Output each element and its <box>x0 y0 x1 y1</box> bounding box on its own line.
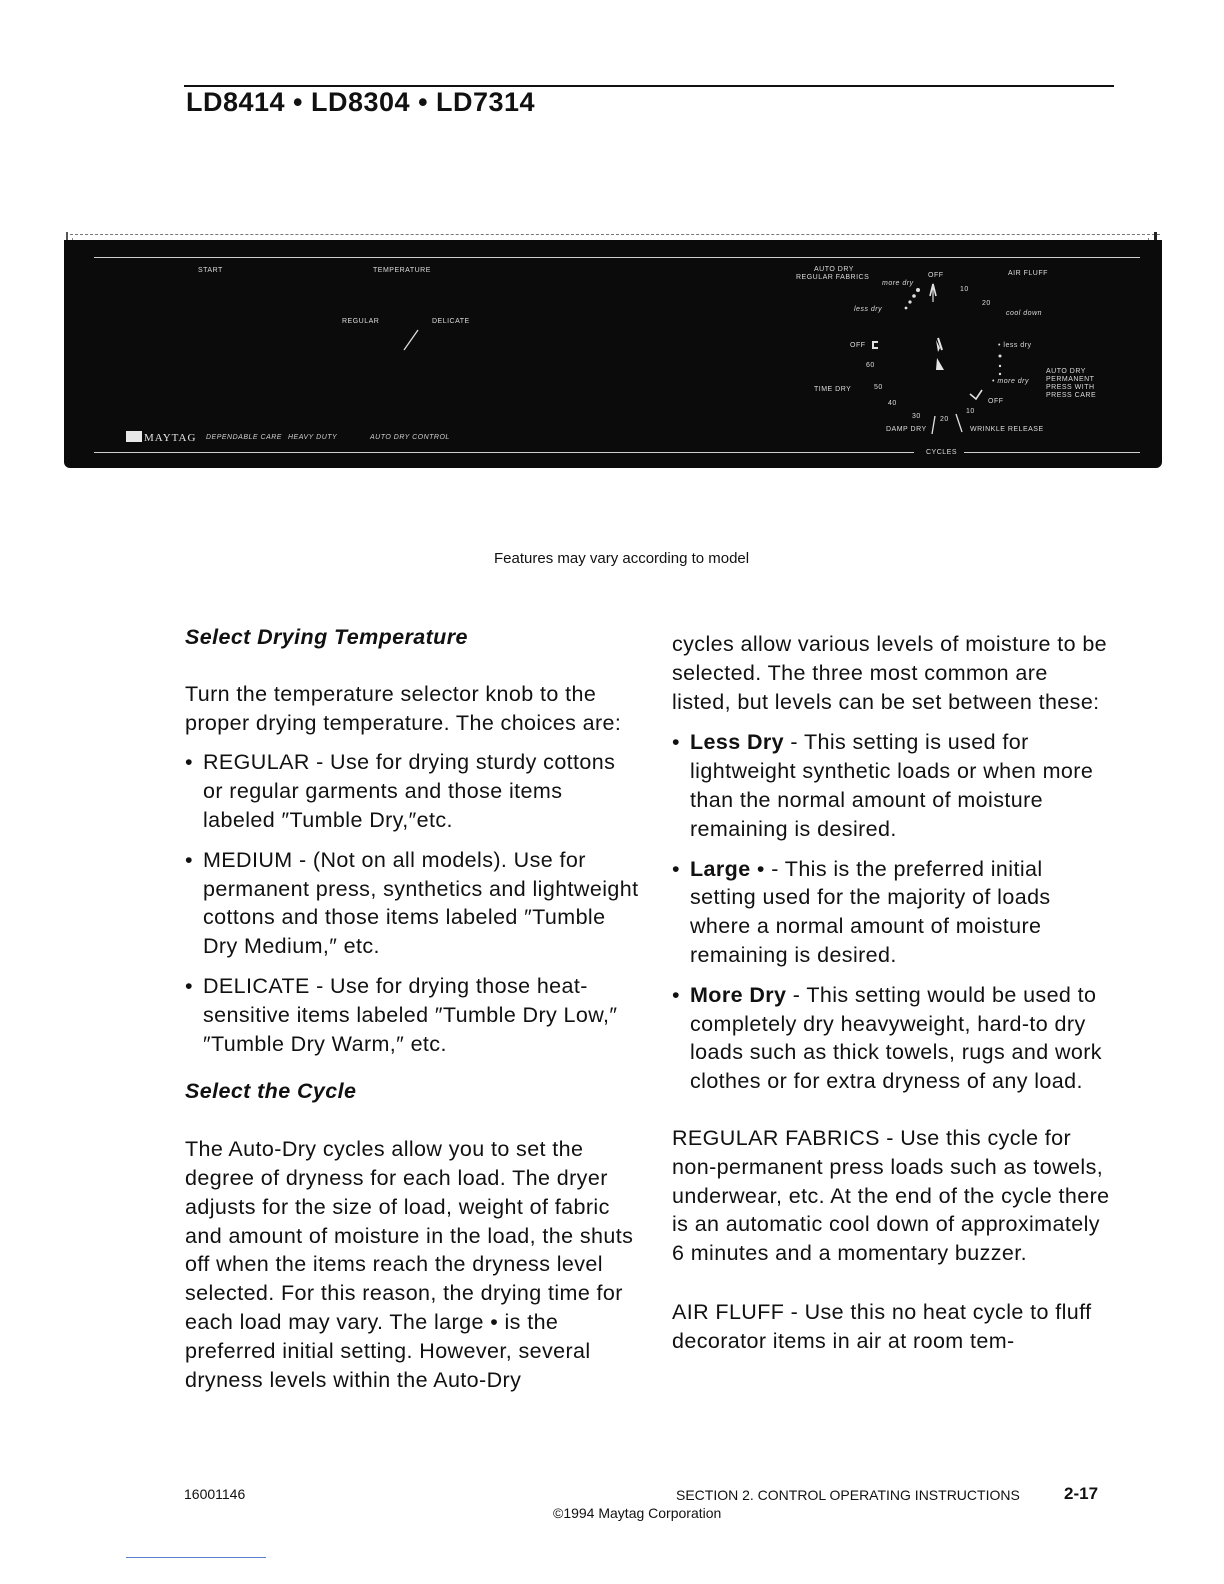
footer-blue-rule <box>126 1557 266 1558</box>
panel-ten-top: 10 <box>960 286 969 293</box>
panel-tagline-dependable-care: DEPENDABLE CARE <box>206 434 282 441</box>
list-item: • More Dry - This setting would be used to completely dry heavyweight, hard-to dry loads such as thick towels, rugs and work clothes or for extra dryness of any load. <box>672 982 1102 1094</box>
panel-more-dry-right-label: • more dry <box>992 378 1030 385</box>
temperature-intro-paragraph: Turn the temperature selector knob to the proper drying temperature. The choices are: <box>185 681 622 735</box>
panel-auto-dry-label: AUTO DRY <box>814 266 854 273</box>
temperature-options-list <box>185 748 640 1058</box>
panel-regular-label: REGULAR <box>342 318 380 325</box>
panel-regular-fabrics-label: REGULAR FABRICS <box>796 274 870 281</box>
panel-temperature-label: TEMPERATURE <box>373 267 431 274</box>
panel-forty: 40 <box>888 400 897 407</box>
left-column <box>185 623 640 1394</box>
panel-auto-dry-pp-3: PRESS WITH <box>1046 384 1095 391</box>
panel-off-timer-label: OFF <box>850 342 866 349</box>
time-dry-dial-ticks-icon <box>926 410 966 436</box>
panel-less-dry-right-label: • less dry <box>998 342 1032 349</box>
panel-twenty-bottom: 20 <box>940 416 949 423</box>
temperature-indicator-icon <box>402 326 422 352</box>
document-number: 16001146 <box>184 1486 246 1502</box>
list-item: • Large • - This is the preferred initial setting used for the majority of loads where a normal amount of moisture remaining is desired. <box>672 856 1051 967</box>
cycle-dial-marks-icon <box>892 278 952 428</box>
panel-ten-bottom: 10 <box>966 408 975 415</box>
panel-time-dry-label: TIME DRY <box>814 386 852 393</box>
timer-off-mark-icon <box>870 340 880 350</box>
cycle-intro-paragraph: The Auto-Dry cycles allow you to set the degree of dryness for each load. The dryer adjusts for the size of load, weight of fabric and amount of moisture in the load, the shuts off when the items reach the dryness level selected. For this reason, the drying time for each load may vary. The large • is the preferred initial setting. However, several dryness levels within the Auto-Dry <box>185 1137 634 1392</box>
model-numbers-title: LD8414 • LD8304 • LD7314 <box>186 87 536 117</box>
section-title: SECTION 2. CONTROL OPERATING INSTRUCTIONS <box>676 1487 1020 1503</box>
panel-start-label: START <box>198 267 223 274</box>
maytag-logo: MAYTAG <box>126 431 196 444</box>
list-item: • DELICATE - Use for drying those heat-sensitive items labeled ″Tumble Dry Low,″ ″Tumble Dry Warm,″ etc. <box>185 973 618 1056</box>
list-item: • REGULAR - Use for drying sturdy cottons or regular garments and those items labeled ″Tumble Dry,″etc. <box>185 750 616 832</box>
control-panel-illustration <box>64 240 1162 468</box>
arrow-to-off-icon <box>968 386 984 400</box>
panel-delicate-label: DELICATE <box>432 318 470 325</box>
list-item: • MEDIUM - (Not on all models). Use for permanent press, synthetics and lightweight cottons and those items labeled ″Tumble Dry Medium,″ etc. <box>185 847 639 959</box>
panel-fifty: 50 <box>874 384 883 391</box>
heading-select-the-cycle: Select the Cycle <box>185 1079 357 1104</box>
regular-fabrics-paragraph: REGULAR FABRICS - Use this cycle for non-permanent press loads such as towels, underwear, etc. At the end of the cycle there is an automatic cool down of approximately 6 minutes and a momentary buzzer. <box>672 1125 1110 1266</box>
panel-cycles-label: CYCLES <box>922 449 961 457</box>
panel-tagline-heavy-duty: HEAVY DUTY <box>288 434 338 441</box>
right-column <box>672 630 1112 1356</box>
panel-auto-dry-pp-4: PRESS CARE <box>1046 392 1097 399</box>
copyright: ©1994 Maytag Corporation <box>553 1505 722 1521</box>
panel-less-dry-top-label: less dry <box>854 306 883 313</box>
panel-air-fluff-label: AIR FLUFF <box>1008 270 1048 277</box>
panel-thirty: 30 <box>912 413 921 420</box>
maytag-emblem-icon <box>126 431 142 442</box>
dryness-levels-list <box>672 728 1112 1096</box>
heading-select-drying-temperature: Select Drying Temperature <box>185 625 468 649</box>
panel-damp-dry-label: DAMP DRY <box>886 426 927 433</box>
dryness-levels-paragraph: cycles allow various levels of moisture to be selected. The three most common are listed, but levels can be set between these: <box>672 632 1108 714</box>
panel-cool-down-label: cool down <box>1006 310 1043 317</box>
panel-off-top-label: OFF <box>928 272 944 279</box>
panel-wrinkle-release-label: WRINKLE RELEASE <box>970 426 1044 433</box>
panel-twenty-top: 20 <box>982 300 991 307</box>
figure-caption: Features may vary according to model <box>494 550 750 567</box>
panel-auto-dry-pp-2: PERMANENT <box>1046 376 1095 383</box>
panel-tagline-auto-dry-control: AUTO DRY CONTROL <box>370 434 450 441</box>
panel-auto-dry-pp-1: AUTO DRY <box>1046 368 1086 375</box>
page-number: 2-17 <box>1064 1484 1099 1503</box>
panel-more-dry-top-label: more dry <box>882 280 914 287</box>
panel-off-right-label: OFF <box>988 398 1004 405</box>
air-fluff-paragraph: AIR FLUFF - Use this no heat cycle to fluff decorator items in air at room tem- <box>672 1299 1092 1353</box>
panel-sixty: 60 <box>866 362 875 369</box>
list-item: • Less Dry - This setting is used for lightweight synthetic loads or when more than the normal amount of moisture remaining is desired. <box>672 730 1094 841</box>
